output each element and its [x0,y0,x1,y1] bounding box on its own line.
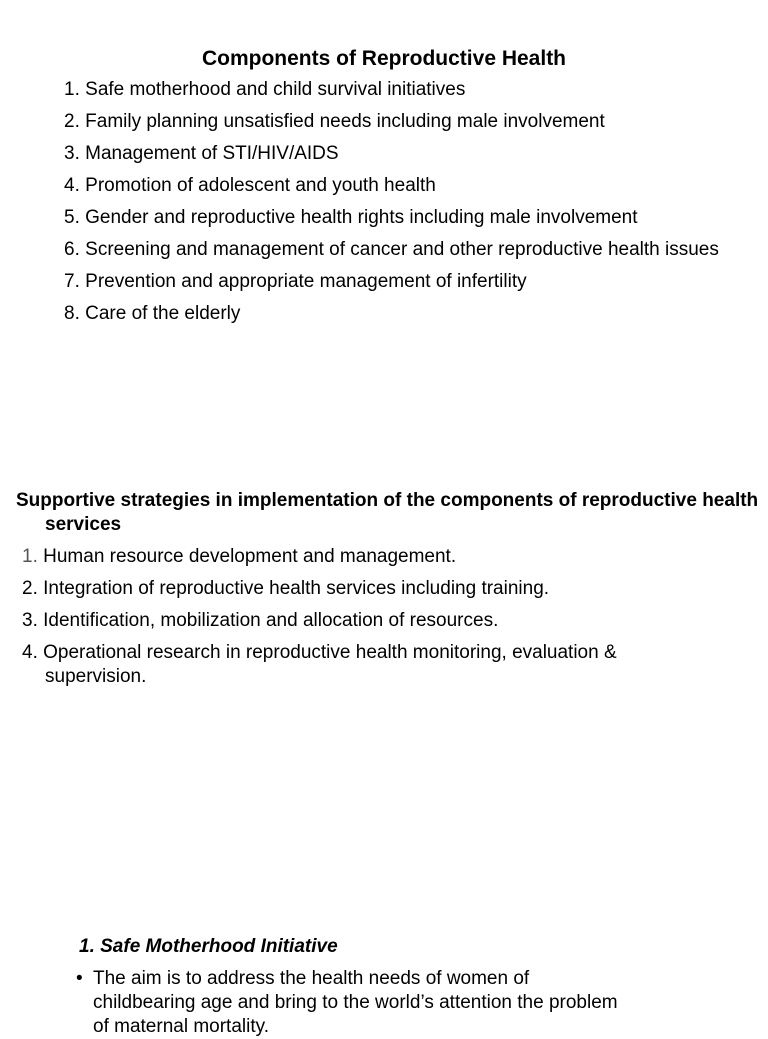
item-number: 5. [64,207,80,228]
item-text: Human resource development and management. [43,546,457,567]
item-text: Screening and management of cancer and other reproductive health issues [85,239,719,260]
list-item [16,577,716,601]
strategies-list [16,545,716,697]
item-text: Gender and reproductive health rights including male involvement [85,207,638,228]
list-item [58,238,748,262]
item-text: Safe motherhood and child survival initiatives [85,79,466,100]
bullet-item [76,967,636,1039]
item-text: Management of STI/HIV/AIDS [85,143,339,164]
motherhood-title: 1. Safe Motherhood Initiative [79,936,338,957]
item-text: Identification, mobilization and allocation of resources. [43,610,499,631]
strategies-title: Supportive strategies in implementation of the components of reproductive health services [16,490,759,535]
bullet-icon: • [76,968,83,989]
item-text: Operational research in reproductive health monitoring, evaluation & supervision. [43,642,617,687]
components-list [58,78,748,334]
item-text: Prevention and appropriate management of infertility [85,271,527,292]
bullet-text: The aim is to address the health needs of women of childbearing age and bring to the world’s attention the problem of maternal mortality. [93,968,618,1037]
item-number: 3. [64,143,80,164]
item-text: Promotion of adolescent and youth health [85,175,436,196]
item-number: 1. [64,79,80,100]
list-item [58,206,748,230]
item-text: Family planning unsatisfied needs including male involvement [85,111,605,132]
item-number: 3. [22,610,38,631]
motherhood-bullets [76,967,636,1039]
item-number: 4. [22,642,38,663]
item-text: Care of the elderly [85,303,241,324]
item-number: 8. [64,303,80,324]
item-text: Integration of reproductive health services including training. [43,578,550,599]
item-number: 2. [22,578,38,599]
item-number: 4. [64,175,80,196]
item-number: 7. [64,271,80,292]
list-item [58,110,748,134]
list-item [58,174,748,198]
item-number: 2. [64,111,80,132]
item-number: 6. [64,239,80,260]
list-item [58,302,748,326]
list-item [58,78,748,102]
list-item [58,142,748,166]
item-number: 1. [22,546,38,567]
components-title: Components of Reproductive Health [201,47,567,70]
list-item [16,545,716,569]
list-item [58,270,748,294]
list-item [16,609,716,633]
list-item [16,641,716,689]
